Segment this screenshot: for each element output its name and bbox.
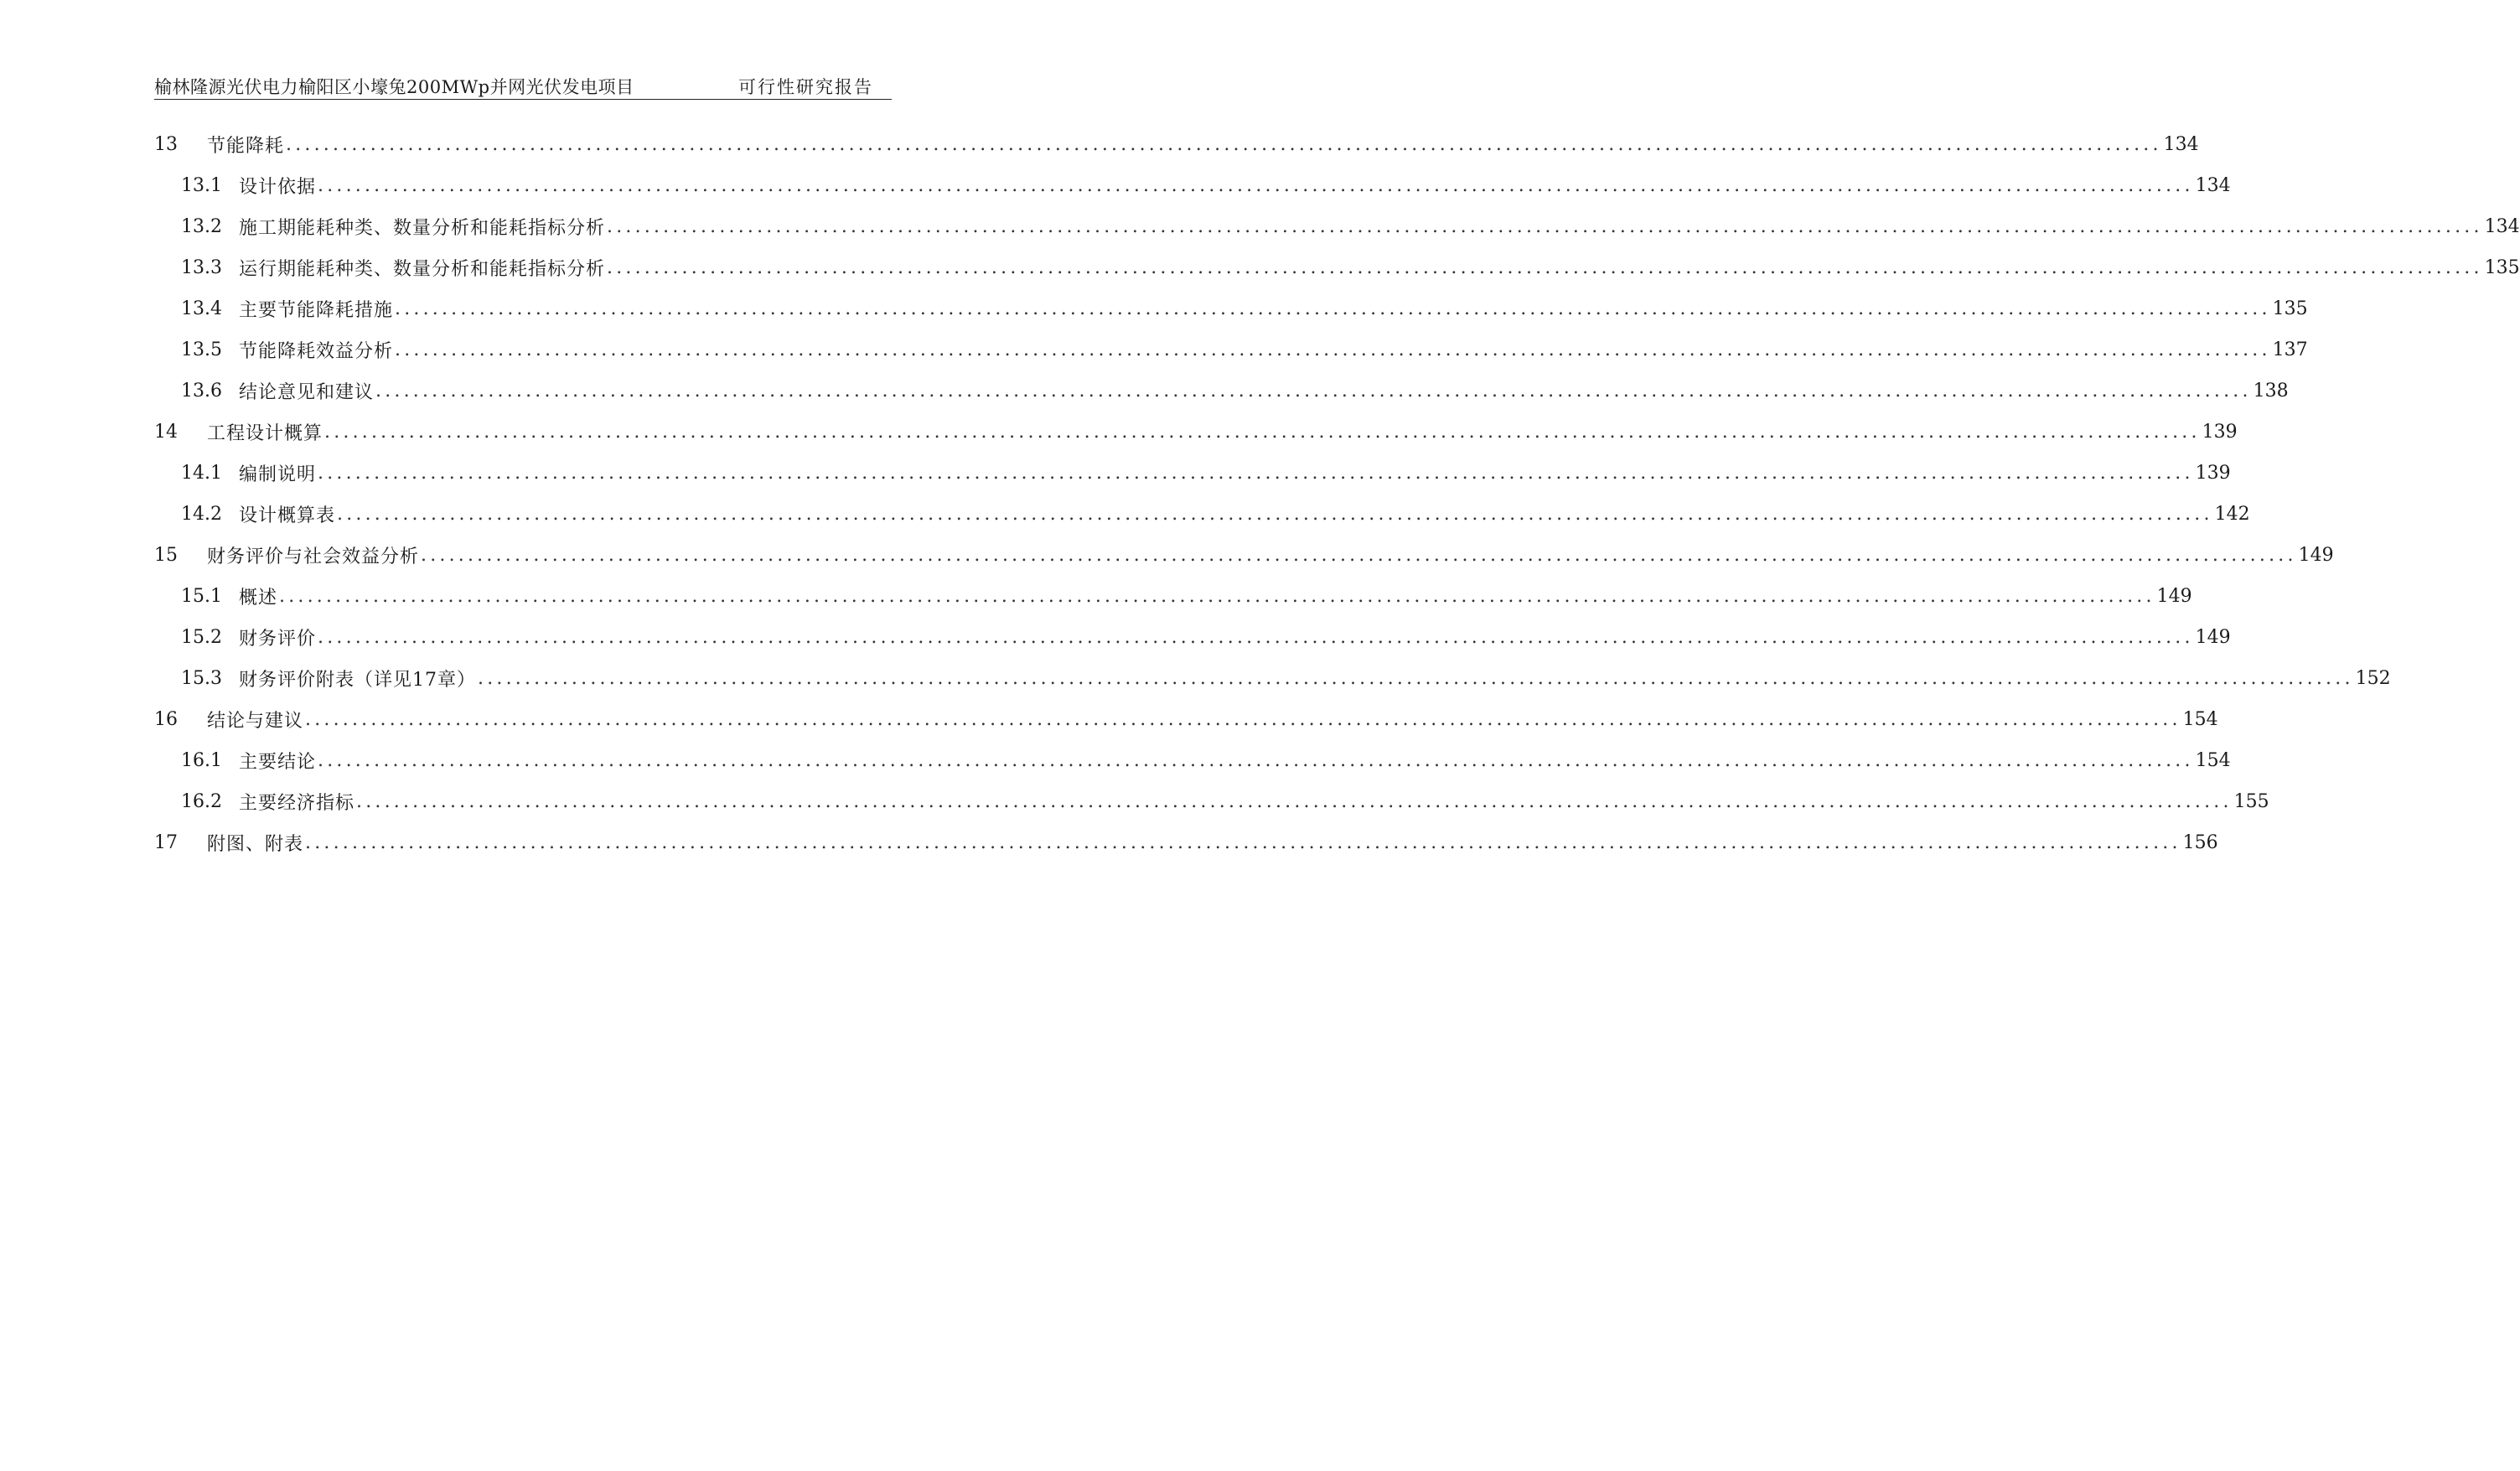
- toc-entry-title: 结论与建议: [207, 711, 304, 732]
- toc-entry-title: 财务评价附表（详见17章）: [239, 670, 476, 691]
- toc-entry-page: 139: [2202, 422, 2238, 443]
- toc-entry-page: 135: [2484, 257, 2520, 278]
- toc-leader-dots: ........................................................................................................................................................................................................: [318, 750, 2194, 771]
- toc-entry-page: 139: [2195, 463, 2231, 484]
- toc-entry[interactable]: [154, 576, 2192, 617]
- toc-entry-number: 16: [154, 709, 178, 730]
- toc-entry-title: 节能降耗: [207, 136, 285, 157]
- table-of-contents: [154, 124, 2520, 863]
- toc-entry-page: 137: [2272, 339, 2308, 360]
- toc-entry[interactable]: [154, 288, 2308, 329]
- toc-entry-number: 13.1: [181, 175, 222, 196]
- header-report-type: 可行性研究报告: [738, 77, 873, 97]
- toc-entry-page: 134: [2163, 134, 2199, 155]
- toc-leader-dots: ........................................................................................................................................................................................................: [375, 381, 2252, 401]
- toc-leader-dots: ........................................................................................................................................................................................................: [305, 709, 2181, 730]
- toc-entry[interactable]: [154, 617, 2231, 658]
- toc-entry[interactable]: [154, 370, 2289, 412]
- toc-entry[interactable]: [154, 781, 2269, 822]
- toc-entry-number: 13.3: [181, 257, 222, 278]
- toc-entry-page: 134: [2484, 216, 2520, 237]
- toc-entry-number: 14: [154, 422, 178, 443]
- toc-leader-dots: ........................................................................................................................................................................................................: [607, 257, 2483, 278]
- header-project-title: 榆林隆源光伏电力榆阳区小壕兔200MWp并网光伏发电项目: [154, 77, 634, 97]
- toc-entry-page: 134: [2195, 175, 2231, 196]
- toc-entry[interactable]: [154, 206, 2520, 247]
- toc-entry[interactable]: [154, 822, 2218, 863]
- toc-entry[interactable]: [154, 699, 2218, 740]
- toc-entry-number: 15: [154, 545, 178, 566]
- toc-entry-number: 13.2: [181, 216, 222, 237]
- toc-entry[interactable]: [154, 329, 2308, 370]
- toc-leader-dots: ........................................................................................................................................................................................................: [318, 175, 2194, 196]
- toc-entry[interactable]: [154, 494, 2250, 535]
- toc-entry[interactable]: [154, 535, 2334, 576]
- toc-entry-title: 节能降耗效益分析: [239, 341, 394, 362]
- toc-entry-page: 149: [2156, 586, 2192, 607]
- toc-entry-title: 附图、附表: [207, 834, 304, 855]
- toc-leader-dots: ........................................................................................................................................................................................................: [286, 134, 2162, 155]
- toc-entry[interactable]: [154, 740, 2231, 781]
- page-header: [154, 72, 892, 100]
- toc-entry-number: 13.4: [181, 298, 222, 319]
- toc-entry-page: 138: [2253, 381, 2289, 401]
- toc-entry-number: 16.2: [181, 791, 222, 812]
- toc-leader-dots: ........................................................................................................................................................................................................: [279, 586, 2155, 607]
- toc-entry-number: 14.1: [181, 463, 222, 484]
- toc-leader-dots: ........................................................................................................................................................................................................: [337, 504, 2213, 525]
- toc-leader-dots: ........................................................................................................................................................................................................: [395, 298, 2271, 319]
- toc-entry-number: 14.2: [181, 504, 222, 525]
- toc-leader-dots: ........................................................................................................................................................................................................: [324, 422, 2201, 443]
- toc-entry-page: 154: [2195, 750, 2231, 771]
- toc-entry-page: 155: [2233, 791, 2269, 812]
- toc-entry[interactable]: [154, 453, 2231, 494]
- toc-entry-number: 15.1: [181, 586, 222, 607]
- toc-entry-title: 主要经济指标: [239, 793, 355, 814]
- toc-entry-page: 135: [2272, 298, 2308, 319]
- toc-leader-dots: ........................................................................................................................................................................................................: [395, 339, 2271, 360]
- toc-entry-page: 152: [2355, 668, 2391, 689]
- toc-leader-dots: ........................................................................................................................................................................................................: [421, 545, 2297, 566]
- toc-entry-number: 15.3: [181, 668, 222, 689]
- toc-entry-title: 结论意见和建议: [239, 382, 375, 403]
- toc-entry[interactable]: [154, 124, 2199, 165]
- toc-entry-page: 149: [2298, 545, 2334, 566]
- toc-entry-number: 13: [154, 134, 178, 155]
- toc-entry-number: 16.1: [181, 750, 222, 771]
- toc-entry-title: 运行期能耗种类、数量分析和能耗指标分析: [239, 259, 606, 280]
- toc-entry[interactable]: [154, 165, 2231, 206]
- toc-entry-title: 概述: [239, 588, 278, 609]
- toc-entry-page: 149: [2195, 627, 2231, 648]
- toc-entry[interactable]: [154, 412, 2238, 453]
- toc-entry-number: 13.6: [181, 381, 222, 401]
- toc-leader-dots: ........................................................................................................................................................................................................: [607, 216, 2483, 237]
- toc-entry-number: 13.5: [181, 339, 222, 360]
- toc-leader-dots: ........................................................................................................................................................................................................: [478, 668, 2354, 689]
- toc-leader-dots: ........................................................................................................................................................................................................: [356, 791, 2233, 812]
- toc-entry-page: 142: [2214, 504, 2250, 525]
- toc-leader-dots: ........................................................................................................................................................................................................: [305, 832, 2181, 853]
- toc-entry-title: 编制说明: [239, 464, 317, 485]
- toc-entry-number: 15.2: [181, 627, 222, 648]
- toc-leader-dots: ........................................................................................................................................................................................................: [318, 463, 2194, 484]
- toc-entry[interactable]: [154, 658, 2391, 699]
- toc-entry-title: 工程设计概算: [207, 423, 323, 444]
- toc-entry-title: 主要结论: [239, 752, 317, 773]
- toc-entry-title: 设计依据: [239, 177, 317, 198]
- toc-entry-title: 主要节能降耗措施: [239, 300, 394, 321]
- toc-entry-title: 设计概算表: [239, 505, 336, 526]
- toc-entry-page: 156: [2182, 832, 2218, 853]
- toc-entry-number: 17: [154, 832, 178, 853]
- toc-entry-title: 施工期能耗种类、数量分析和能耗指标分析: [239, 218, 606, 239]
- toc-entry[interactable]: [154, 247, 2520, 288]
- toc-entry-title: 财务评价: [239, 629, 317, 650]
- toc-entry-title: 财务评价与社会效益分析: [207, 546, 420, 567]
- toc-entry-page: 154: [2182, 709, 2218, 730]
- toc-leader-dots: ........................................................................................................................................................................................................: [318, 627, 2194, 648]
